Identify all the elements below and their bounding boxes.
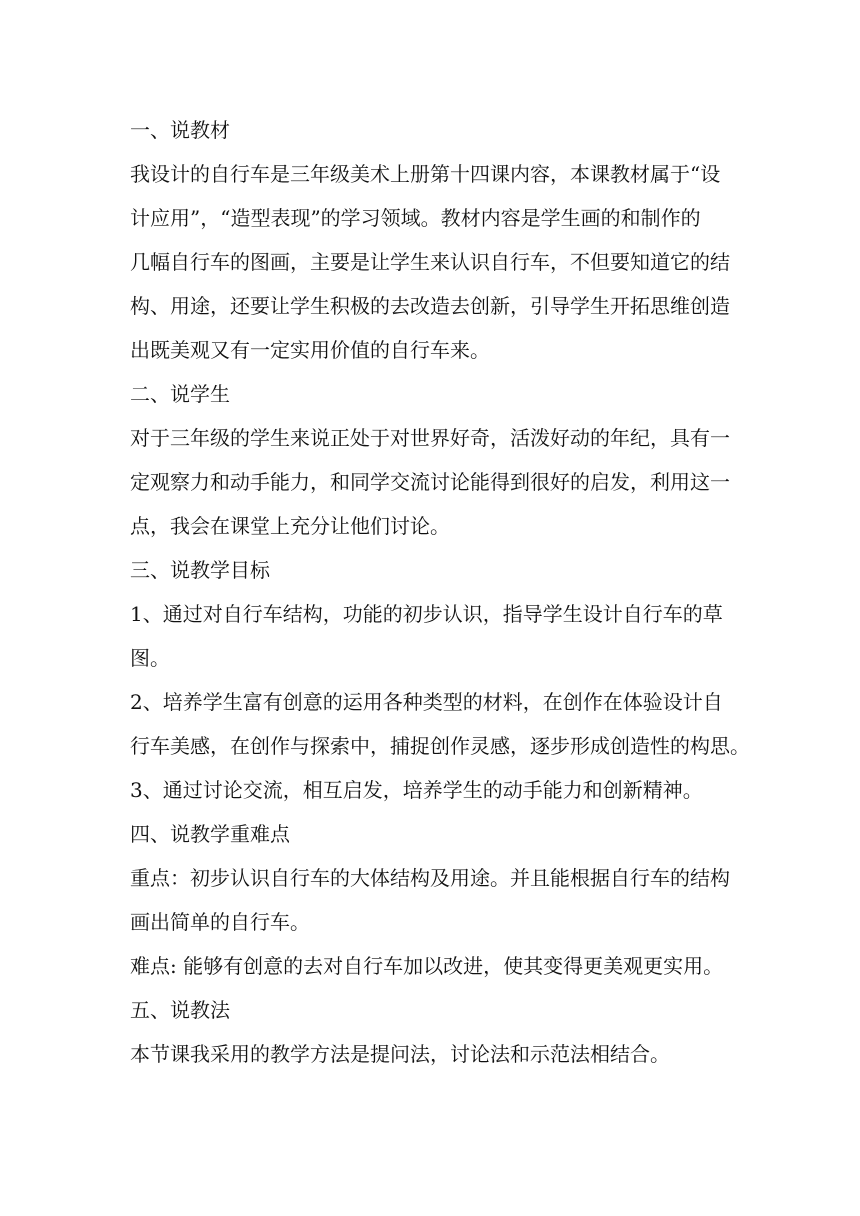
section-heading-1: 一、说教材 (130, 118, 230, 142)
section-heading-5: 五、说教法 (130, 998, 230, 1022)
body-line: 重点：初步认识自行车的大体结构及用途。并且能根据自行车的结构 (130, 866, 730, 890)
section-heading-2: 二、说学生 (130, 382, 230, 406)
body-line: 1、通过对自行车结构，功能的初步认识，指导学生设计自行车的草 (130, 602, 723, 626)
body-line: 3、通过讨论交流，相互启发，培养学生的动手能力和创新精神。 (130, 778, 703, 802)
body-line: 构、用途，还要让学生积极的去改造去创新，引导学生开拓思维创造 (130, 294, 730, 318)
body-line: 难点: 能够有创意的去对自行车加以改进，使其变得更美观更实用。 (130, 954, 724, 978)
body-line: 点，我会在课堂上充分让他们讨论。 (130, 514, 450, 538)
body-line: 本节课我采用的教学方法是提问法，讨论法和示范法相结合。 (130, 1042, 670, 1066)
body-line: 几幅自行车的图画，主要是让学生来认识自行车，不但要知道它的结 (130, 250, 730, 274)
document-page (130, 113, 750, 1071)
body-line: 对于三年级的学生来说正处于对世界好奇，活泼好动的年纪，具有一 (130, 426, 730, 450)
body-line: 2、培养学生富有创意的运用各种类型的材料，在创作在体验设计自 (130, 690, 723, 714)
body-line: 图。 (130, 646, 170, 670)
body-line: 我设计的自行车是三年级美术上册第十四课内容，本课教材属于“设 (130, 162, 721, 186)
body-line: 出既美观又有一定实用价值的自行车来。 (130, 338, 490, 362)
body-line: 计应用”，“造型表现”的学习领域。教材内容是学生画的和制作的 (130, 206, 701, 230)
body-line: 画出简单的自行车。 (130, 910, 310, 934)
body-line: 定观察力和动手能力，和同学交流讨论能得到很好的启发，利用这一 (130, 470, 730, 494)
body-line: 行车美感，在创作与探索中，捕捉创作灵感，逐步形成创造性的构思。 (130, 734, 750, 758)
section-heading-4: 四、说教学重难点 (130, 822, 290, 846)
section-heading-3: 三、说教学目标 (130, 558, 270, 582)
